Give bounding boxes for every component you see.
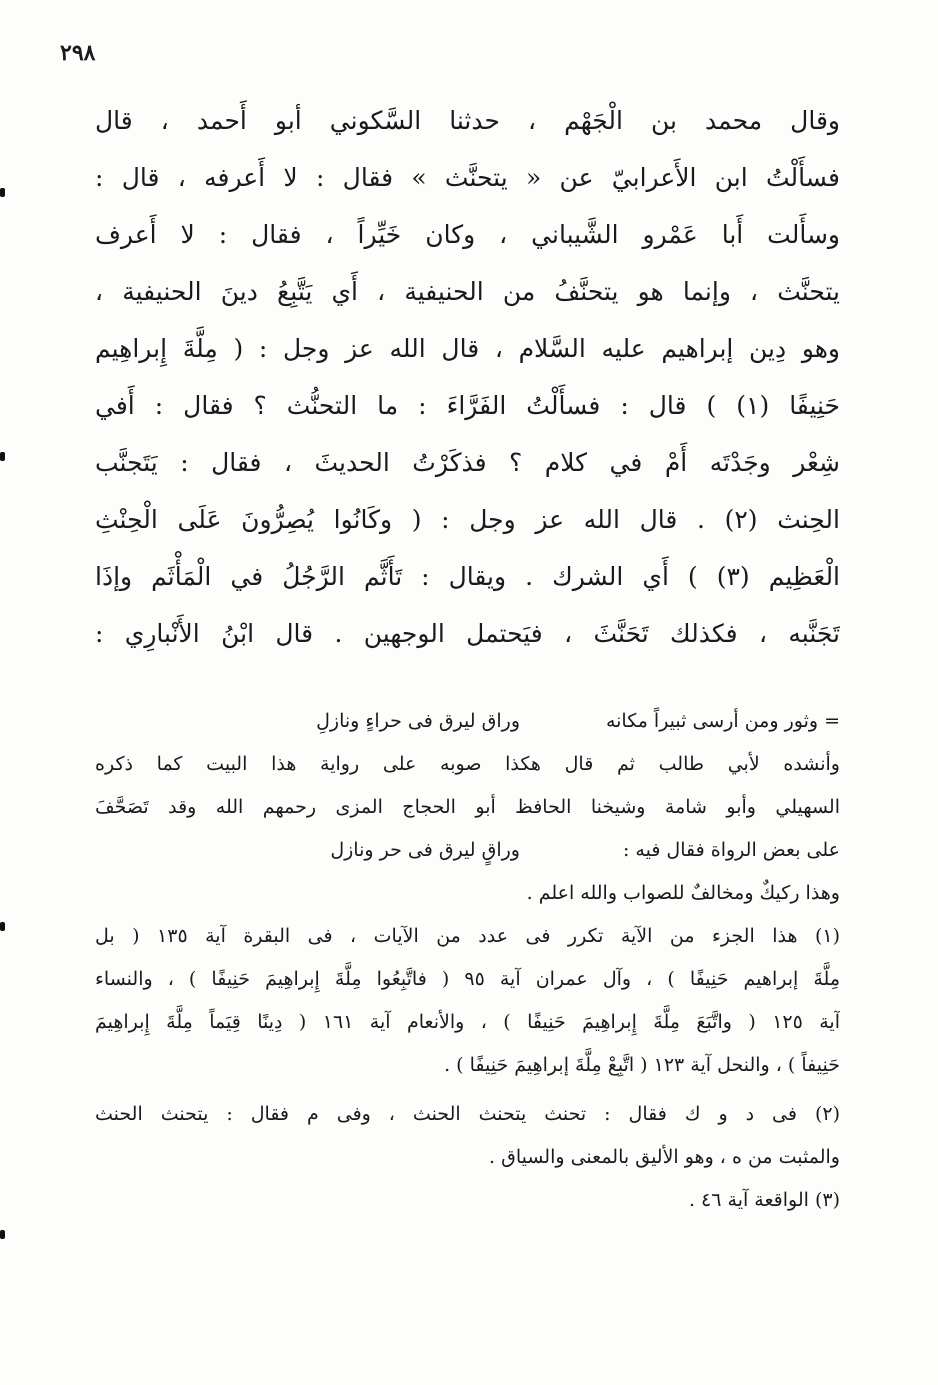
- main-text-line: فسأَلْتُ ابن الأَعرابيّ عن « يتحنَّث » فقال : لا أَعرفه ، قال :: [95, 163, 840, 192]
- footnote-3-line: (٣) الواقعة آية ٤٦ .: [688, 1189, 840, 1211]
- variant-label: على بعض الرواة فقال فيه :: [622, 839, 840, 861]
- main-text-line: شِعْر وجَدْتَه أَمْ في كلام ؟ فذكَرْتُ الحديثَ ، فقال : يَتَجنَّب: [95, 448, 840, 477]
- variant-verse: وراقٍ ليرق فى حر ونازل: [330, 839, 520, 861]
- main-text-line: وهو دِين إبراهيم عليه السَّلام ، قال الله عز وجل : ( مِلَّةَ إِبراهِيم: [95, 334, 840, 363]
- main-text-line: الْعَظِيم (٣) ) أَي الشرك . ويقال : تَأَثَّم الرَّجُلُ في الْمَأْثَم وإذَا: [95, 562, 840, 591]
- footnote-line: وهذا ركيكٌ ومخالفٌ للصواب والله اعلم .: [526, 882, 840, 904]
- scan-edge-mark: [0, 452, 5, 461]
- verse-first-hemistich: = وثور ومن أرسى ثبيراً مكانه: [605, 710, 840, 732]
- main-text-line: يتحنَّث ، وإنما هو يتحنَّفُ من الحنيفية ، أَي يَتَّبِعُ دينَ الحنيفية ،: [95, 277, 840, 306]
- main-text: [95, 92, 840, 662]
- footnote-2-line: (٢) فى د و ك فقال : تحنث يتحنث الحنث ، وفى م فقال : يتحنث الحنث: [95, 1103, 840, 1125]
- footnote-1-line: حَنِيفاً ) ، والنحل آية ١٢٣ ( اتَّبِعْ مِلَّةَ إبراهِيمَ حَنِيفًا ) .: [444, 1054, 840, 1076]
- footnote-2-line: والمثبت من ه ، وهو الأليق بالمعنى والسياق .: [489, 1146, 840, 1168]
- main-text-line: وسأَلت أَبا عَمْرو الشَّيباني ، وكان خَيِّراً ، فقال : لا أَعرف: [95, 220, 840, 249]
- scan-edge-mark: [0, 188, 5, 197]
- main-text-line: تَجَنَّبه ، فكذلك تَحَنَّثَ ، فيَحتمل الوجهين . قال ابْنُ الأَنْبارِي :: [95, 619, 840, 648]
- verse-second-hemistich: وراق ليرق فى حراءٍ ونازلِ: [316, 710, 520, 732]
- main-text-line: حَنِيفًا (١) ) قال : فسأَلْتُ الفَرَّاءَ : ما التحنُّث ؟ فقال : أَفي: [95, 391, 840, 420]
- footnote-1-line: مِلَّةَ إبراهيم حَنِيفًا ) ، وآل عمران آية ٩٥ ( فاتَّبِعُوا مِلَّةَ إِبراهِيمَ حَنِيفًا ) ، والنساء: [95, 968, 840, 990]
- scan-edge-mark: [0, 922, 5, 931]
- scan-edge-mark: [0, 1230, 5, 1239]
- footnote-1-line: (١) هذا الجزء من الآية تكرر فى عدد من الآيات ، فى البقرة آية ١٣٥ ( بل: [95, 925, 840, 947]
- footnote-line: السهيلي وأبو شامة وشيخنا الحافظ أبو الحجاج المزى رحمهم الله وقد تَصَحَّفَ: [95, 796, 840, 818]
- main-text-line: الحِنث (٢) . قال الله عز وجل : ( وكَانُوا يُصِرُّونَ عَلَى الْحِنْثِ: [95, 505, 840, 534]
- poem-verse: [95, 700, 840, 743]
- variant-verse-line: [95, 829, 840, 872]
- page-number: ٢٩٨: [60, 40, 96, 66]
- footnote-line: وأنشده لأبي طالب ثم قال هكذا صوبه على رواية هذا البيت كما ذكره: [95, 753, 840, 775]
- footnotes: [95, 700, 840, 1222]
- footnote-1-line: آية ١٢٥ ( واتَّبَعَ مِلَّةَ إِبراهِيمَ حَنِيفًا ) ، والأنعام آية ١٦١ ( دِينًا قِيَماً مِلَّةَ إِبراهِيمَ: [95, 1011, 840, 1033]
- main-text-line: وقال محمد بن الْجَهْم ، حدثنا السَّكوني أبو أَحمد ، قال: [95, 106, 840, 135]
